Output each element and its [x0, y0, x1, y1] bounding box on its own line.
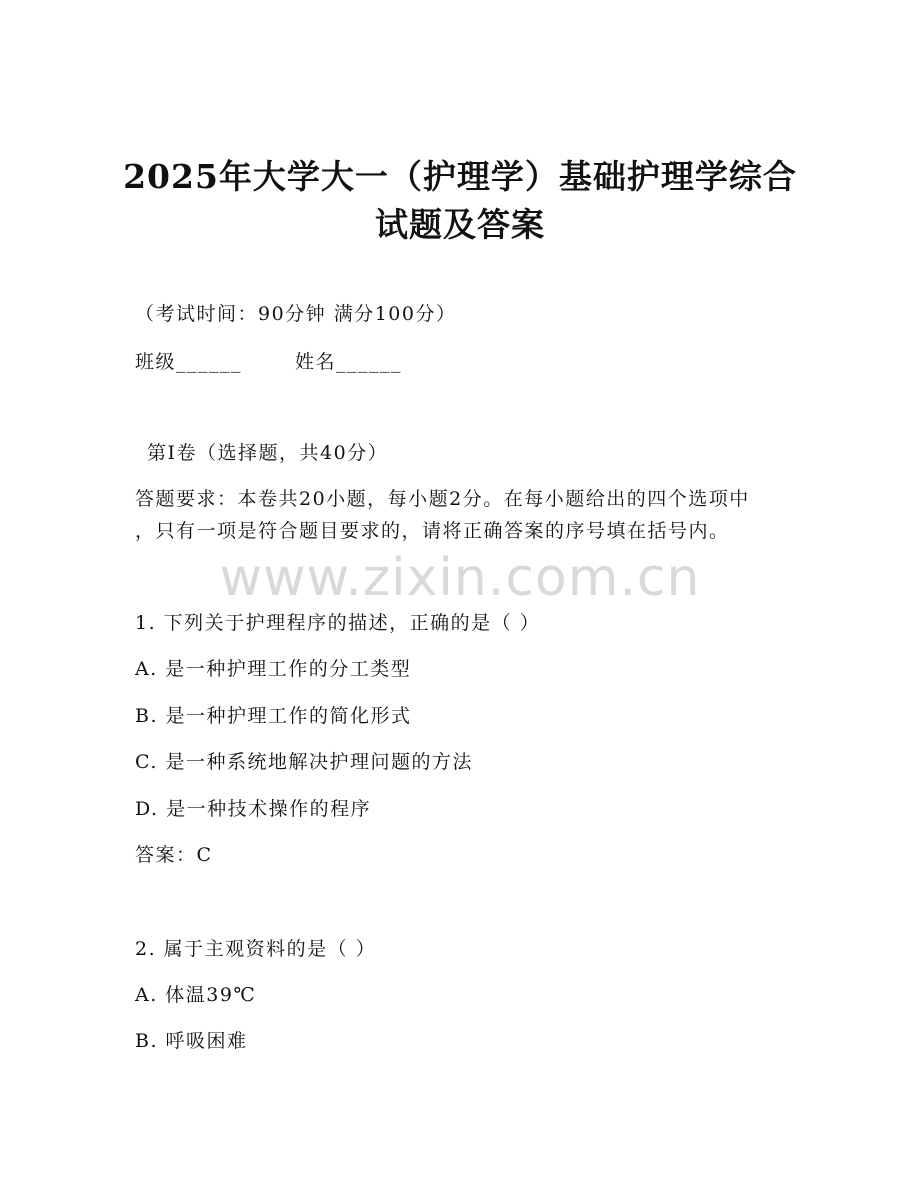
- exam-info: （考试时间：90分钟 满分100分）: [135, 303, 457, 325]
- section-heading: 第I卷（选择题，共40分）: [147, 442, 389, 464]
- instruction-line-1: 答题要求：本卷共20小题，每小题2分。在每小题给出的四个选项中: [135, 488, 750, 510]
- question-2-option-a: A. 体温39℃: [135, 984, 257, 1006]
- question-1-option-a: A. 是一种护理工作的分工类型: [135, 658, 412, 680]
- question-1-option-b: B. 是一种护理工作的简化形式: [135, 705, 412, 727]
- question-1-answer: 答案：C: [135, 844, 213, 866]
- name-field: 姓名______: [295, 351, 403, 373]
- question-2-option-b: B. 呼吸困难: [135, 1030, 248, 1052]
- watermark: www.zixin.com.cn: [219, 548, 701, 608]
- question-1-option-d: D. 是一种技术操作的程序: [135, 798, 372, 820]
- document-title-line-1: 2025年大学大一（护理学）基础护理学综合: [123, 157, 797, 196]
- class-field: 班级______: [135, 351, 243, 373]
- question-2-stem: 2. 属于主观资料的是（ ）: [135, 938, 377, 960]
- question-1-stem: 1. 下列关于护理程序的描述，正确的是（ ）: [135, 612, 541, 634]
- instruction-line-2: ，只有一项是符合题目要求的，请将正确答案的序号填在括号内。: [135, 520, 730, 542]
- document-title-line-2: 试题及答案: [375, 205, 545, 244]
- question-1-option-c: C. 是一种系统地解决护理问题的方法: [135, 751, 473, 773]
